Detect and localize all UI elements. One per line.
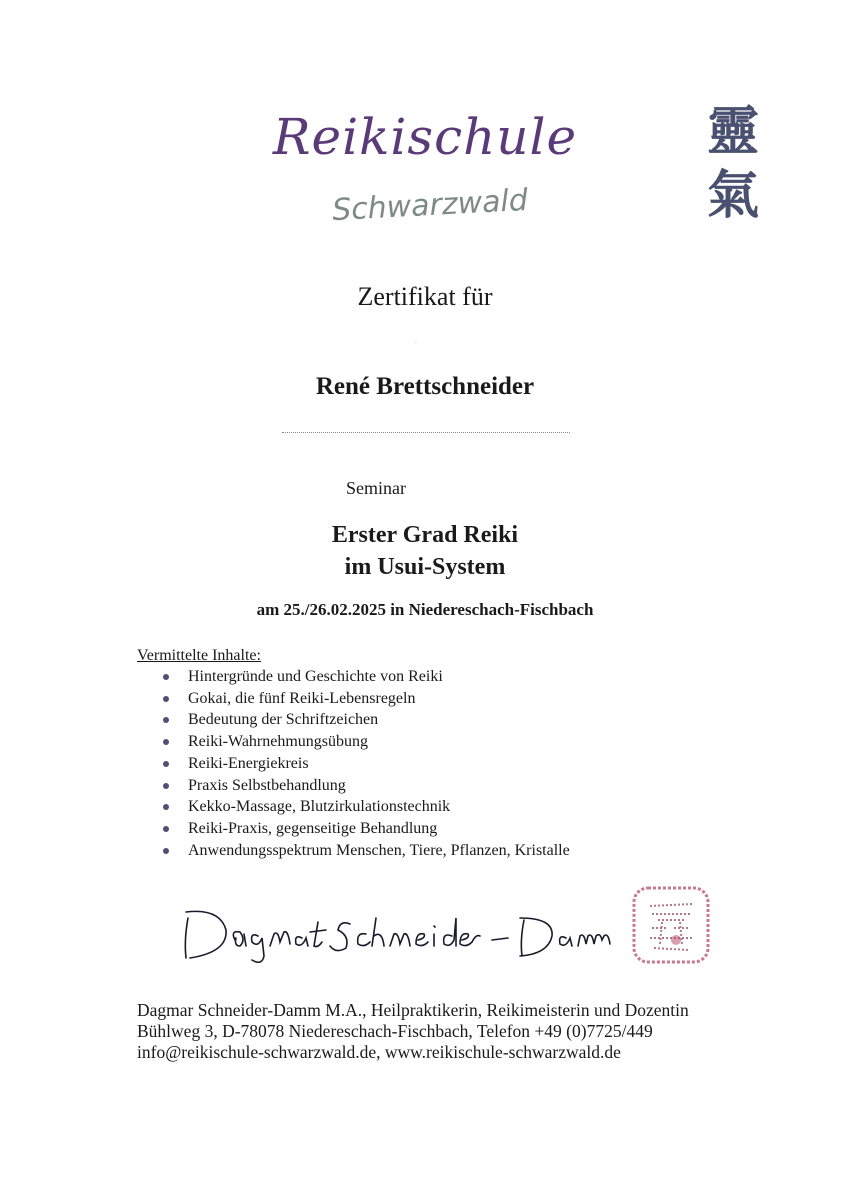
bullet-icon (163, 696, 169, 702)
list-item: Anwendungsspektrum Menschen, Tiere, Pflanzen, Kristalle (160, 840, 570, 862)
list-item: Hintergründe und Geschichte von Reiki (160, 666, 570, 688)
list-item: Kekko-Massage, Blutzirkulationstechnik (160, 796, 570, 818)
course-title-line1: Erster Grad Reiki (331, 522, 519, 548)
footer-contact (137, 1000, 689, 1063)
list-item: Praxis Selbstbehandlung (160, 775, 570, 797)
bullet-icon (163, 739, 169, 745)
footer-address-line: Bühlweg 3, D-78078 Niedereschach-Fischbach, Telefon +49 (0)7725/449 (137, 1021, 653, 1041)
recipient-name: René Brettschneider (315, 373, 535, 400)
name-underline (282, 432, 570, 433)
bullet-icon (163, 717, 169, 723)
footer-web-line: info@reikischule-schwarzwald.de, www.reikischule-schwarzwald.de (137, 1042, 621, 1062)
school-logo-subtitle: Schwarzwald (331, 182, 529, 229)
bullet-icon (163, 848, 169, 854)
bullet-icon (163, 783, 169, 789)
contents-list (160, 666, 570, 861)
reiki-kanji-emblem (698, 100, 768, 228)
contents-heading: Vermittelte Inhalte: (137, 647, 261, 664)
school-logo-title: Reikischule (272, 108, 578, 166)
scan-speck: · (415, 340, 417, 347)
bullet-icon (163, 674, 169, 680)
date-location: am 25./26.02.2025 in Niedereschach-Fischbach (256, 600, 594, 619)
bullet-icon (163, 761, 169, 767)
seminar-label: Seminar (346, 478, 406, 498)
list-item: Reiki-Energiekreis (160, 753, 570, 775)
kanji-ki: 氣 (706, 166, 759, 226)
bullet-icon (163, 804, 169, 810)
course-title-line2: im Usui-System (344, 554, 506, 580)
kanji-rei: 靈 (706, 102, 759, 162)
list-item: Bedeutung der Schriftzeichen (160, 709, 570, 731)
seal-stamp-icon (628, 882, 714, 968)
handwritten-signature (180, 900, 620, 970)
list-item: Gokai, die fünf Reiki-Lebensregeln (160, 688, 570, 710)
certificate-title: Zertifikat für (357, 282, 493, 311)
bullet-icon (163, 826, 169, 832)
footer-author-line: Dagmar Schneider-Damm M.A., Heilpraktikerin, Reikimeisterin und Dozentin (137, 1000, 689, 1020)
list-item: Reiki-Praxis, gegenseitige Behandlung (160, 818, 570, 840)
list-item: Reiki-Wahrnehmungsübung (160, 731, 570, 753)
